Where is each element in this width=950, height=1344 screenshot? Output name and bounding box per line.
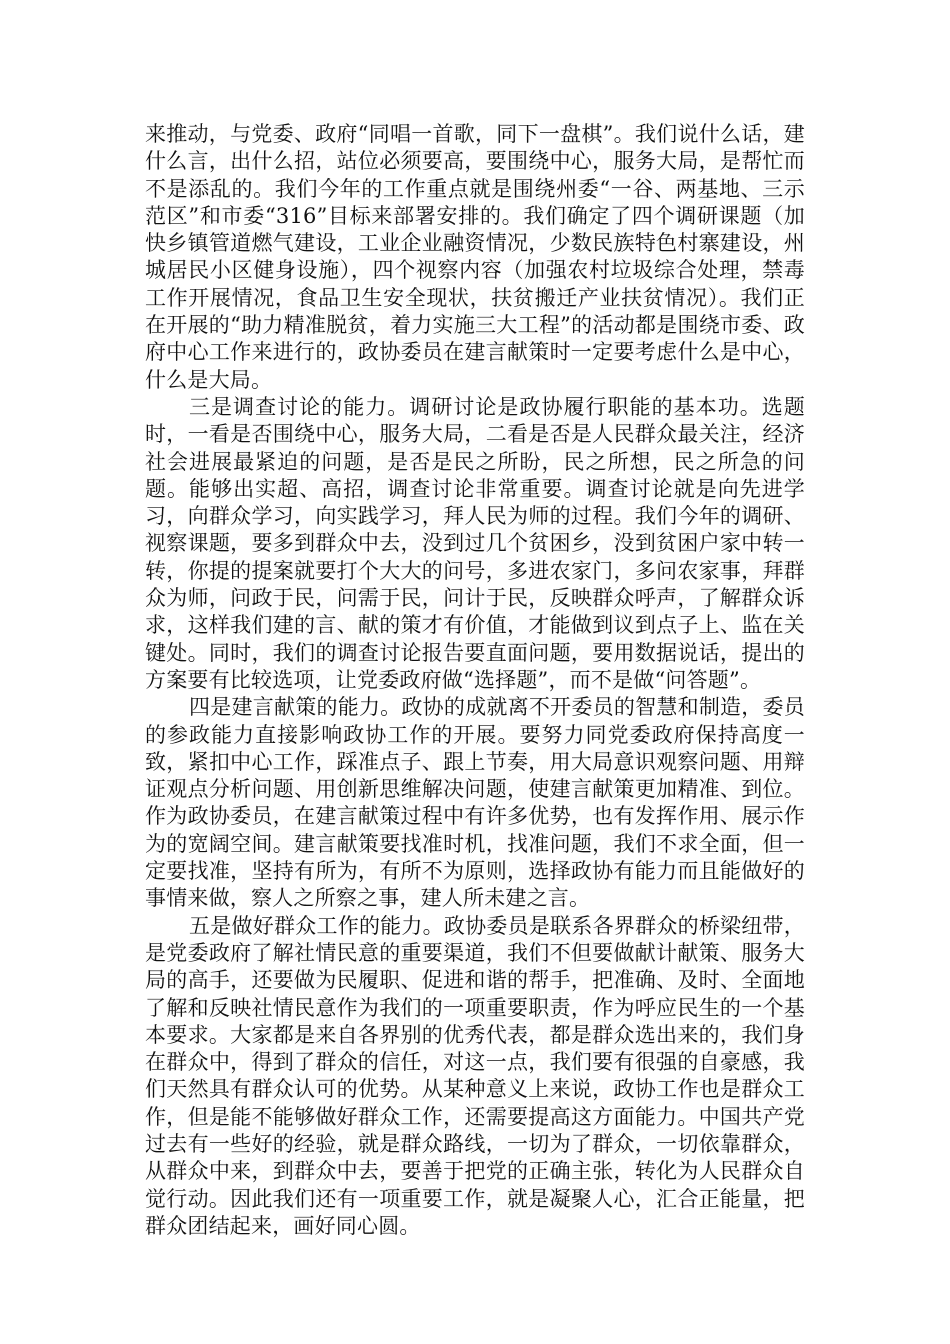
document-body (145, 121, 805, 1240)
paragraph-advice-ability: 四是建言献策的能力。政协的成就离不开委员的智慧和制造，委员的参政能力直接影响政协工作的开展。要努力同党委政府保持高度一致，紧扣中心工作，踩准点子、跟上节奏，用大局意识观察问题、用辩证观点分析问题、用创新思维解决问题，使建言献策更加精准、到位。作为政协委员，在建言献策过程中有许多优势，也有发挥作用、展示作为的宽阔空间。建言献策要找准时机，找准问题，我们不求全面，但一定要找准，坚持有所为，有所不为原则，选择政协有能力而且能做好的事情来做，察人之所察之事，建人所未建之言。 (145, 695, 805, 911)
paragraph-research-ability: 三是调查讨论的能力。调研讨论是政协履行职能的基本功。选题时，一看是否围绕中心，服务大局，二看是否是人民群众最关注，经济社会进展最紧迫的问题，是否是民之所盼，民之所想，民之所急的问题。能够出实超、高招，调查讨论非常重要。调查讨论就是向先进学习，向群众学习，向实践学习，拜人民为师的过程。我们今年的调研、视察课题，要多到群众中去，没到过几个贫困乡，没到贫困户家中转一转，你提的提案就要打个大大的问号，多进农家门，多问农家事，拜群众为师，问政于民，问需于民，问计于民，反映群众呼声，了解群众诉求，这样我们建的言、献的策才有价值，才能做到议到点子上、监在关键处。同时，我们的调查讨论报告要直面问题，要用数据说话，提出的方案要有比较选项，让党委政府做“选择题”，而不是做“问答题”。 (145, 394, 805, 692)
paragraph-continuation: 来推动，与党委、政府“同唱一首歌，同下一盘棋”。我们说什么话，建什么言，出什么招，站位必须要高，要围绕中心，服务大局，是帮忙而不是添乱的。我们今年的工作重点就是围绕州委“一谷、两基地、三示范区”和市委“316”目标来部署安排的。我们确定了四个调研课题（加快乡镇管道燃气建设，工业企业融资情况，少数民族特色村寨建设，州城居民小区健身设施），四个视察内容（加强农村垃圾综合处理，禁毒工作开展情况，食品卫生安全现状，扶贫搬迁产业扶贫情况）。我们正在开展的“助力精准脱贫，着力实施三大工程”的活动都是围绕市委、政府中心工作来进行的，政协委员在建言献策时一定要考虑什么是中心，什么是大局。 (145, 122, 805, 392)
paragraph-mass-work-ability: 五是做好群众工作的能力。政协委员是联系各界群众的桥梁纽带，是党委政府了解社情民意的重要渠道，我们不但要做献计献策、服务大局的高手，还要做为民履职、促进和谐的帮手，把准确、及时、全面地了解和反映社情民意作为我们的一项重要职责，作为呼应民生的一个基本要求。大家都是来自各界别的优秀代表，都是群众选出来的，我们身在群众中，得到了群众的信任，对这一点，我们要有很强的自豪感，我们天然具有群众认可的优势。从某种意义上来说，政协工作也是群众工作，但是能不能够做好群众工作，还需要提高这方面能力。中国共产党过去有一些好的经验，就是群众路线，一切为了群众，一切依靠群众，从群众中来，到群众中去，要善于把党的正确主张，转化为人民群众自觉行动。因此我们还有一项重要工作，就是凝聚人心，汇合正能量，把群众团结起来，画好同心圆。 (145, 913, 805, 1238)
